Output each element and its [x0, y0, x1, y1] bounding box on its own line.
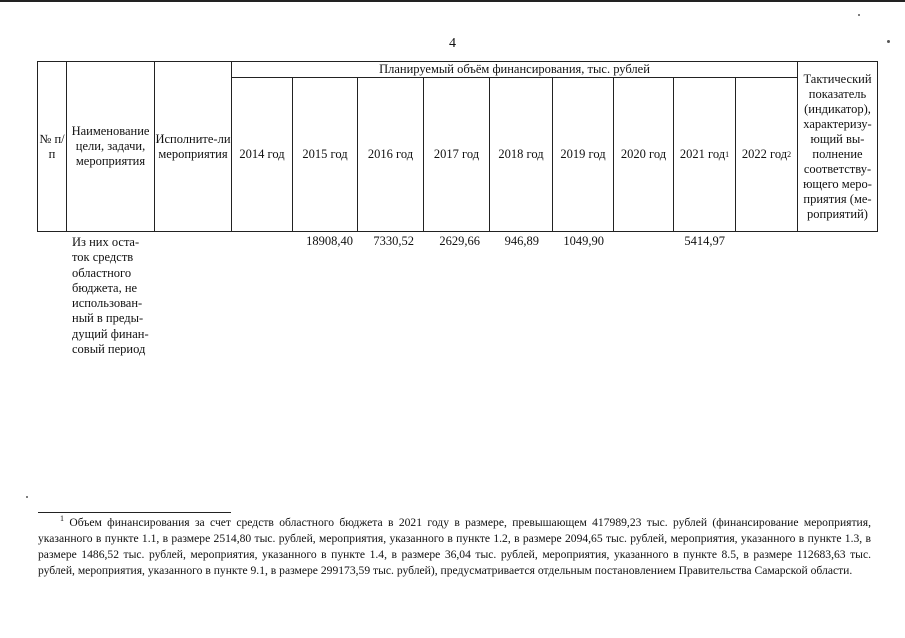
header-bottom-line: [37, 231, 877, 232]
row-name-line: ток средств: [72, 250, 134, 265]
row-name-line: областного: [72, 265, 132, 280]
page-number: 4: [449, 36, 456, 51]
footnote-text: Объем финансирования за счет средств областного бюджета в 2021 году в размере, превышающем 417989,23 тыс. рублей (финансирование мероприятия, указанного в пункте 1.1, в размере 2514,80 тыс. рублей, мероприятия, указанного в пункте 1.2, в размере 2094,65 тыс. рублей, мероприятия, указанного в пункте 1.3, в размере 1486,52 тыс. рублей, мероприятия, указанного в пункте 1.4, в размере 36,04 тыс. рублей, мероприятия, указанного в пункте 8.5, в размере 112683,63 тыс. рублей, мероприятия, указанного в пункте 9.1, в размере 299173,59 тыс. рублей), предусматривается отдельным постановлением Правительства Самарской области.: [38, 516, 871, 577]
row-name: [72, 235, 156, 357]
header-year-2022-label: 2022 год: [741, 147, 788, 161]
header-year-2022: 2022 год 2: [741, 147, 792, 161]
footnote-separator: [38, 512, 231, 513]
header-indicator: Тактический показатель (индикатор), характеризу-ющий вы-полнение соответству-ющего меро-приятия (ме-роприятий): [803, 71, 872, 221]
header-financing-group: Планируемый объём финансирования, тыс. рублей: [379, 62, 650, 76]
footnote-number: 1: [60, 514, 64, 524]
header-year-2017: 2017 год: [433, 147, 480, 161]
footnote: [38, 515, 871, 579]
table-border-right: [877, 61, 878, 232]
row-name-line: совый период: [72, 342, 146, 357]
value-2019: 1049,90: [563, 234, 604, 248]
value-2016: 7330,52: [373, 234, 414, 248]
row-name-line: бюджета, не: [72, 280, 138, 295]
value-2018: 946,89: [504, 234, 539, 248]
row-name-line: дущий финан-: [72, 326, 149, 341]
row-name-line: ный в преды-: [72, 311, 144, 326]
header-number: № п/п: [39, 131, 65, 161]
header-year-2021-label: 2021 год: [679, 147, 726, 161]
header-year-2021: 2021 год 1: [679, 147, 730, 161]
row-name-line: Из них остa-: [72, 235, 140, 249]
header-year-2019: 2019 год: [560, 147, 606, 161]
value-2017: 2629,66: [439, 234, 480, 248]
row-name-line: использован-: [72, 296, 143, 311]
header-year-2018: 2018 год: [498, 147, 544, 161]
header-executors: Исполните-ли мероприятия: [155, 131, 231, 161]
value-2021: 5414,97: [684, 234, 725, 248]
value-2015: 18908,40: [306, 234, 353, 248]
header-year-2016: 2016 год: [367, 147, 414, 161]
header-year-2020: 2020 год: [620, 147, 667, 161]
header-year-2014: 2014 год: [239, 147, 285, 161]
header-name: Наименование цели, задачи, мероприятия: [71, 124, 150, 168]
header-year-2015: 2015 год: [302, 147, 348, 161]
